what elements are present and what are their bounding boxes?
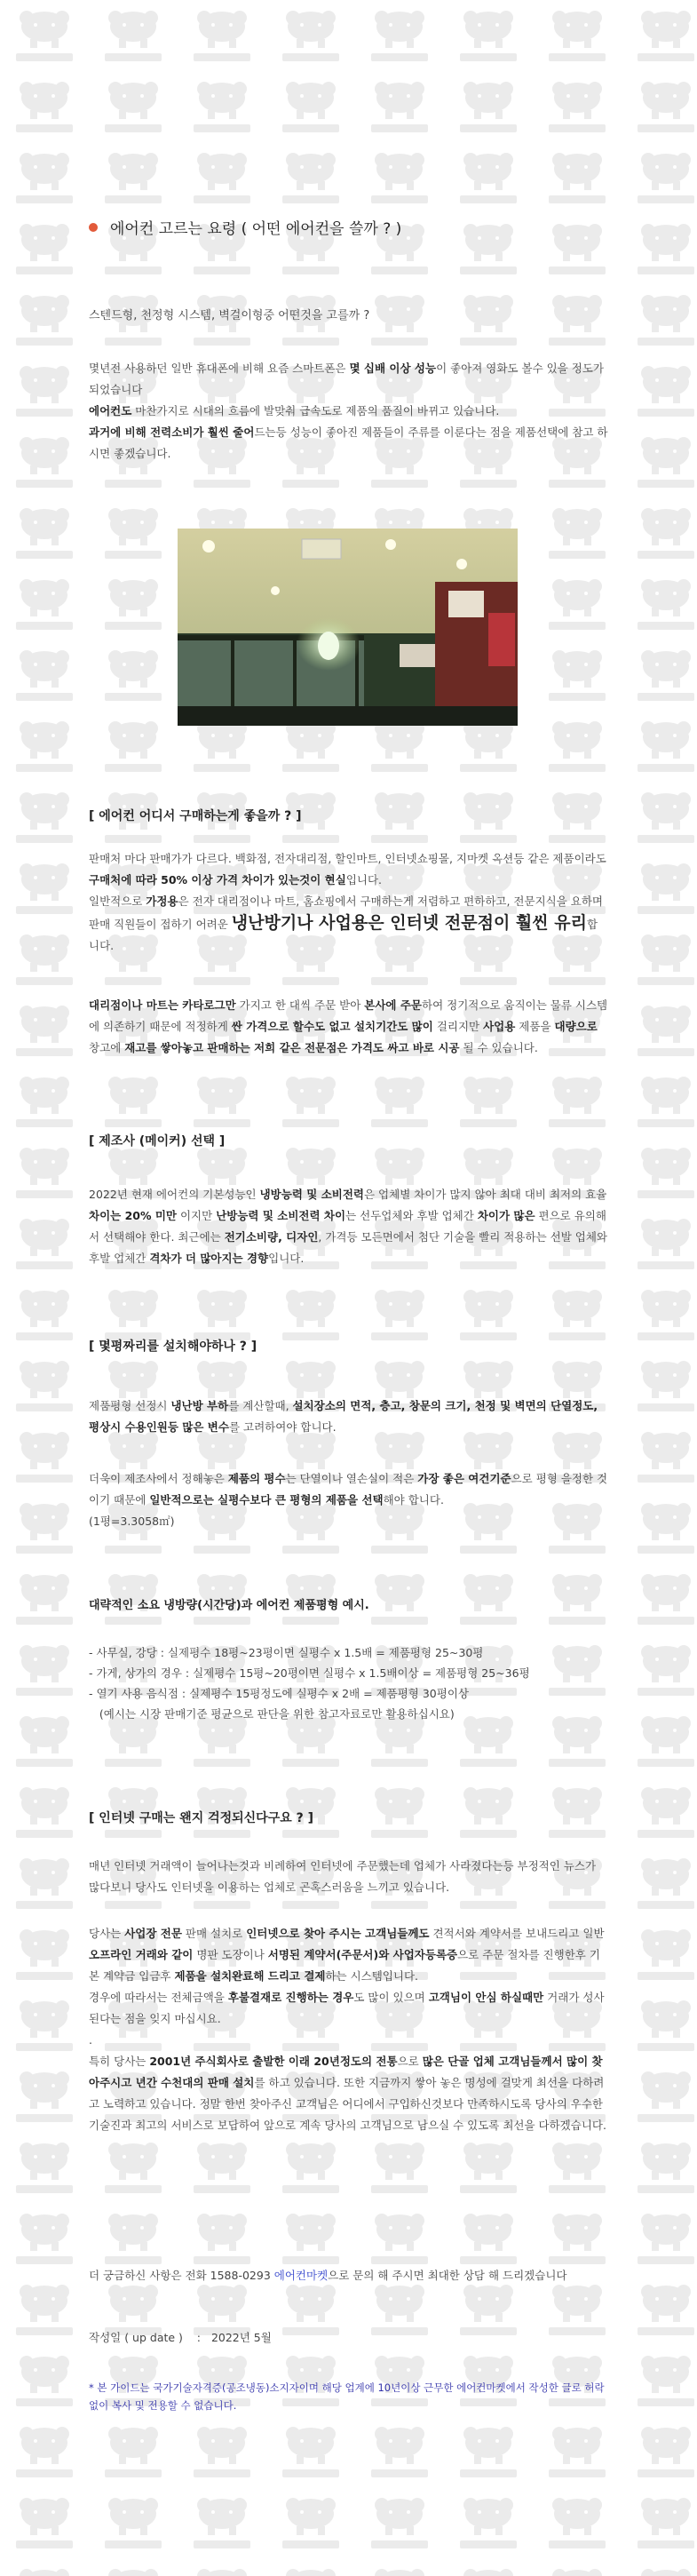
store-interior-photo — [178, 529, 518, 726]
copyright-note: * 본 가이드는 국가기술자격증(공조냉동)소지자이며 해당 업계에 10년이상 근무한 에어컨마켓에서 작성한 글로 허락없이 복사 및 전용할 수 없습니다. — [89, 2381, 605, 2412]
section-where-to-buy-title: [ 에어컨 어디서 구매하는게 좋을까 ? ] — [89, 809, 302, 823]
example-item: - 열기 사용 음식점 : 실제평수 15평정도에 실평수 x 2배 = 제품평형 30평이상 — [89, 1687, 469, 1700]
size-paragraph-2: 더욱이 제조사에서 정해놓은 제품의 평수는 단열이나 열손실이 적은 가장 좋은 여건기준으로 평형 을정한 것이기 때문에 일반적으로는 실평수보다 큰 평형의 제품을 선택해야 합니다. (1평=3.3058㎡) — [89, 1472, 608, 1528]
update-date: 작성일 ( up date ) : 2022년 5월 — [89, 2331, 272, 2344]
section-online-purchase-title: [ 인터넷 구매는 왠지 걱정되신다구요 ? ] — [89, 1811, 314, 1825]
online-paragraph-1: 매년 인터넷 거래액이 늘어나는것과 비례하여 인터넷에 주문했는데 업체가 사라졌다는등 부정적인 뉴스가 많다보니 당사도 인터넷을 이용하는 업체로 곤혹스러움을 느끼고 있습니다. — [89, 1859, 597, 1894]
section-manufacturer-title: [ 제조사 (메이커) 선택 ] — [89, 1134, 226, 1149]
bullet-icon — [89, 223, 98, 232]
example-item: - 가게, 상가의 경우 : 실제평수 15평~20평이면 실평수 x 1.5배이상 = 제품평형 25~36평 — [89, 1666, 530, 1680]
online-paragraph-2: 당사는 사업장 전문 판매 설치로 인터넷으로 찾아 주시는 고객님들께도 견적서와 계약서를 보내드리고 일반 오프라인 거래와 같이 명판 도장이나 서명된 계약서(주문서)와 사업자등록증으로 주문 절차를 진행한후 기본 계약금 입금후 제품을 설치완료해 드리고 결제하는 시스템입니다. 경우에 따라서는 전체금액을 후불결재로 진행하는 경우도 많이 있으며 고객님이 안심 하실때만 거래가 성사된다는 점을 잊지 마십시요. . 특히 당사는 2001년 주식회사로 출발한 이래 20년정도의 전통으로 많은 단골 업체 고객님들께서 많이 찾아주시고 년간 수천대의 판매 설치를 하고 있습니다. 또한 지금까지 쌓아 놓은 명성에 걸맞게 최선을 다하려고 노력하고 있습니다. 정말 한번 찾아주신 고객님은 어디에서 구입하신것보다 만족하시도록 당사의 우수한 기술진과 최고의 서비스로 보답하여 앞으로 계속 당사의 고객님으로 남으실 수 있도록 최선을 다하겠습니다. — [89, 1927, 606, 2132]
intro-question: 스텐드형, 천정형 시스템, 벽걸이형중 어떤것을 고를까 ? — [89, 309, 370, 322]
section-size-title: [ 몇평짜리를 설치해야하나 ? ] — [89, 1340, 257, 1354]
contact-paragraph: 더 궁금하신 사항은 전화 1588-0293 에어컨마켓으로 문의 해 주시면 최대한 상담 해 드리겠습니다 — [89, 2269, 567, 2282]
example-item: (예시는 시장 판매기준 평균으로 판단을 위한 참고자료로만 활용하십시요) — [89, 1707, 455, 1721]
intro-paragraph: 몇년전 사용하던 일반 휴대폰에 비해 요즘 스마트폰은 몇 십배 이상 성능이 좋아져 영화도 볼수 있을 정도가 되었습니다 에어컨도 마찬가지로 시대의 흐름에 발맞춰 급속도로 제품의 품질이 바뀌고 있습니다. 과거에 비해 전력소비가 훨씬 줄어드는등 성능이 좋아진 제품들이 주류를 이룬다는 점을 제품선택에 참고 하시면 좋겠습니다. — [89, 362, 608, 460]
where-to-buy-paragraph-1: 판매처 마다 판매가가 다르다. 백화점, 전자대리점, 할인마트, 인터넷쇼핑몰, 지마켓 옥션등 같은 제품이라도 구매처에 따라 50% 이상 가격 차이가 있는것이 현실입니다. 일반적으로 가정용은 전자 대리점이나 마트, 홈쇼핑에서 구매하는게 저렴하고 편하하고, 전문지식을 요하며 판매 직원들이 접하기 어려운 냉난방기나 사업용은 인터넷 전문점이 훨씬 유리합니다. — [89, 852, 606, 952]
examples-list — [89, 1642, 608, 1724]
examples-title: 대략적인 소요 냉방량(시간당)과 에어컨 제품평형 예시. — [89, 1599, 369, 1612]
air-conditioner-market-link[interactable]: 에어컨마켓 — [273, 2269, 329, 2282]
where-to-buy-paragraph-2: 대리점이나 마트는 카타로그만 가지고 한 대씩 주문 받아 본사에 주문하여 정기적으로 움직이는 물류 시스템에 의존하기 때문에 적정하게 싼 가격으로 할수도 없고 설치기간도 많이 걸리지만 사업용 제품을 대량으로 창고에 재고를 쌓아놓고 판매하는 저희 같은 전문점은 가격도 싸고 바로 시공 될 수 있습니다. — [89, 998, 608, 1054]
size-paragraph-1: 제품평형 선정시 냉난방 부하를 계산할때, 설치장소의 면적, 층고, 창문의 크기, 천정 및 벽면의 단열정도, 평상시 수용인원등 많은 변수를 고려하여야 합니다. — [89, 1399, 598, 1434]
page-title: 에어컨 고르는 요령 ( 어떤 에어컨을 쓸까 ? ) — [89, 216, 401, 238]
example-item: - 사무실, 강당 : 실제평수 18평~23평이면 실평수 x 1.5배 = 제품평형 25~30평 — [89, 1646, 484, 1659]
manufacturer-paragraph: 2022년 현재 에어컨의 기본성능인 냉방능력 및 소비전력은 업체별 차이가 많지 않아 최대 대비 최저의 효율 차이는 20% 미만 이지만 난방능력 및 소비전력 차이는 선두업체와 후발 업체간 차이가 많은 편으로 유의해서 선택해야 한다. 최근에는 전기소비량, 디자인, 가격등 모든면에서 첨단 기술을 빨리 적용하는 선발 업체와 후발 업체간 격차가 더 많아지는 경향입니다. — [89, 1188, 607, 1265]
